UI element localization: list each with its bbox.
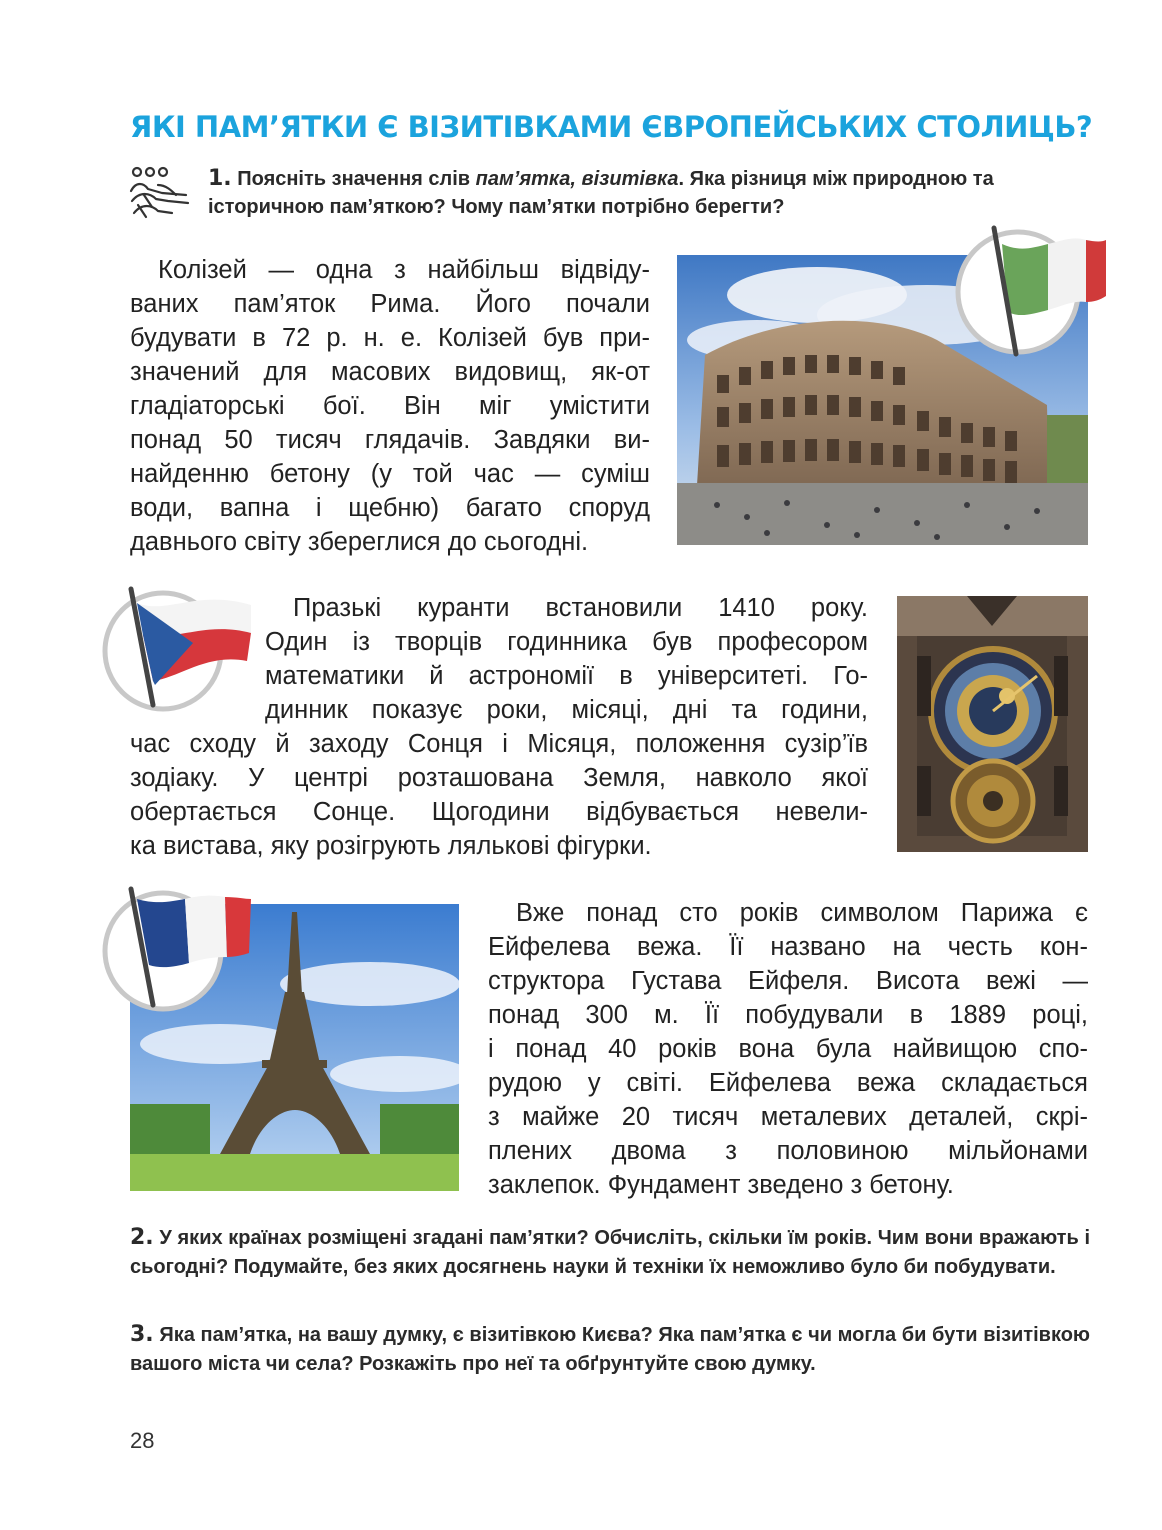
paragraph-line: Колізей — одна з найбільш відвіду- [158,256,650,284]
task-1-text-b: . Яка різниця між природною та історичною пам’яткою? Чому пам’ятки потрібно берегти? [208,168,994,218]
paragraph-line: заклепок. Фундамент зведено з бетону. [488,1171,954,1199]
paragraph-line: структора Густава Ейфеля. Висота вежі — [488,967,1088,995]
paragraph-line: гладіаторські бої. Він міг умістити [130,392,650,420]
colosseum-paragraph [130,253,650,559]
task-3-text: Яка пам’ятка, на вашу думку, є візитівкою Києва? Яка пам’ятка є чи могла би бути візитівкою вашого міста чи села? Розкажіть про неї та обґрунтуйте свою думку. [130,1324,1090,1375]
task-1 [208,165,1093,221]
task-2 [130,1223,1090,1282]
paragraph-line: давнього світу збереглися до сьогодні. [130,528,589,556]
page-number: 28 [130,1428,155,1453]
task-2-text: У яких країнах розміщені згадані пам’ятки? Обчисліть, скільки їм років. Чим вони вражають і сьогодні? Подумайте, без яких досягнень науки й техніки їх неможливо було би побудувати. [130,1227,1091,1278]
paragraph-line: зодіаку. У центрі розташована Земля, навколо якої [130,764,868,792]
paragraph-line: математики й астрономії в університеті. Го- [265,662,868,690]
paragraph-line: Ейфелева вежа. Її названо на честь кон- [488,933,1088,961]
paragraph-line: обертається Сонце. Щогодини відбувається невели- [130,798,868,826]
paragraph-line: значений для масових видовищ, як-от [130,358,650,386]
paragraph-line: і понад 40 років вона була найвищою спо- [488,1035,1088,1063]
task-1-text-a: Поясніть значення слів [237,168,476,190]
eiffel-tower-paragraph [488,896,1088,1202]
page-title: ЯКІ ПАМ’ЯТКИ Є ВІЗИТІВКАМИ ЄВРОПЕЙСЬКИХ СТОЛИЦЬ? [130,110,1093,144]
paragraph-line: води, вапна і щебню) багато споруд [130,494,650,522]
paragraph-line: час сходу й заходу Сонця і Місяця, положення сузір’їв [130,730,868,758]
prague-astronomical-clock-photo [897,596,1088,852]
italy-flag-icon [950,222,1108,362]
paragraph-line: понад 50 тисяч глядачів. Завдяки ви- [130,426,650,454]
paragraph-line: найденню бетону (у той час — суміш [130,460,650,488]
france-flag-icon [97,885,257,1013]
paragraph-line: динник показує роки, місяці, дні та години, [265,696,868,724]
group-discussion-icon [128,165,194,221]
czech-flag-icon [97,585,257,713]
paragraph-line: рудою у світі. Ейфелева вежа складається [488,1069,1088,1097]
prague-clock-paragraph-bottom [130,727,868,863]
task-1-text-em: пам’ятка, візитівка [475,168,679,190]
task-2-number: 2. [130,1225,154,1250]
paragraph-line: Вже понад сто років символом Парижа є [516,899,1088,927]
paragraph-line: плених двома з половиною мільйонами [488,1137,1088,1165]
task-1-number: 1. [208,166,232,191]
paragraph-line: понад 300 м. Її побудували в 1889 році, [488,1001,1088,1029]
task-3-number: 3. [130,1322,154,1347]
paragraph-line: ка вистава, яку розігрують лялькові фігурки. [130,832,652,860]
paragraph-line: Празькі куранти встановили 1410 року. [293,594,868,622]
prague-clock-paragraph-top [265,591,868,727]
paragraph-line: будувати в 72 р. н. е. Колізей був при- [130,324,650,352]
task-3 [130,1320,1090,1379]
paragraph-line: Один із творців годинника був професором [265,628,868,656]
paragraph-line: ваних пам’яток Рима. Його почали [130,290,650,318]
paragraph-line: з майже 20 тисяч металевих деталей, скрі- [488,1103,1088,1131]
